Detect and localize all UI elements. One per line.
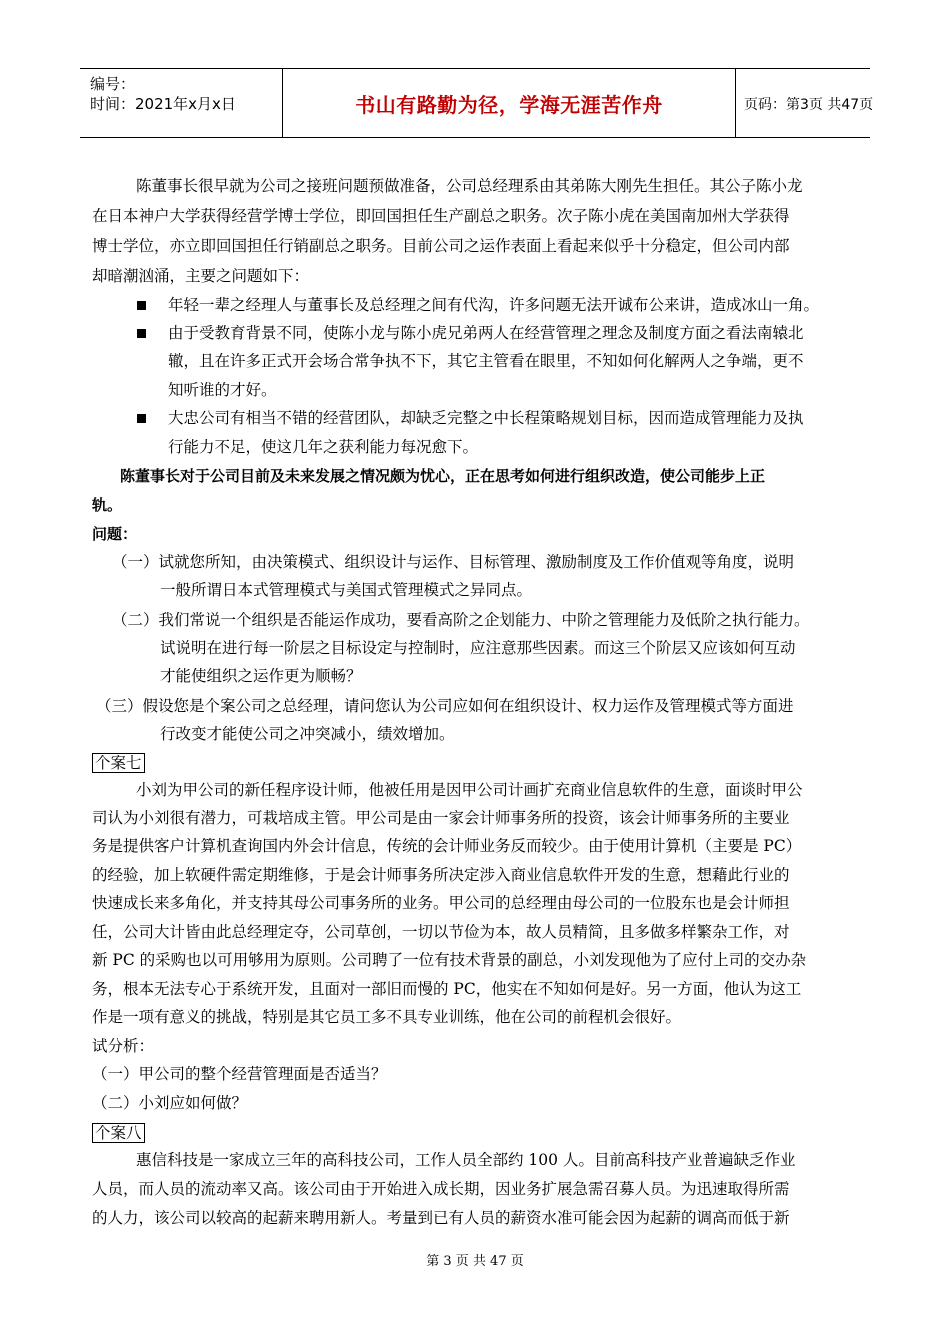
question-text: （一）试就您所知，由决策模式、组织设计与运作、目标管理、激励制度及工作价值观等角度，说明 xyxy=(112,553,795,571)
page-header xyxy=(80,68,874,138)
bullet-text: 由于受教育背景不同，使陈小龙与陈小虎兄弟两人在经营管理之理念及制度方面之看法南辕北 xyxy=(168,324,804,342)
case7-line: 小刘为甲公司的新任程序设计师，他被任用是因甲公司计画扩充商业信息软件的生意，面谈时甲公 xyxy=(136,781,803,799)
bullet-marker xyxy=(137,414,146,423)
case7-line: 司认为小刘很有潜力，可栽培成主管。甲公司是由一家会计师事务所的投资，该会计师事务所的主要业 xyxy=(92,809,790,827)
case7-line: 务是提供客户计算机查询国内外会计信息，传统的会计师业务反而较少。由于使用计算机（主要是 PC） xyxy=(92,837,802,855)
question-text: 一般所谓日本式管理模式与美国式管理模式之异同点。 xyxy=(160,581,533,599)
question-text: （三）假设您是个案公司之总经理，请问您认为公司应如何在组织设计、权力运作及管理模式等方面进 xyxy=(96,697,794,715)
bullet-marker xyxy=(137,329,146,338)
case7-title: 个案七 xyxy=(92,753,145,773)
document-number-label: 编号： xyxy=(90,75,136,93)
questions-title: 问题： xyxy=(92,525,138,543)
concern-line: 陈董事长对于公司目前及未来发展之情况颇为忧心，正在思考如何进行组织改造，使公司能步上正 xyxy=(120,467,766,485)
bullet-marker xyxy=(137,301,146,310)
bullet-text: 知听谁的才好。 xyxy=(168,381,277,399)
case8-line: 惠信科技是一家成立三年的高科技公司，工作人员全部约 100 人。目前高科技产业普遍缺乏作业 xyxy=(136,1151,796,1169)
bullet-text: 辙，且在许多正式开会场合常争执不下，其它主管看在眼里，不知如何化解两人之争端，更不 xyxy=(168,352,804,370)
page-number-info: 页码：第3页 共47页 xyxy=(744,97,874,113)
case7-line: 新 PC 的采购也以可用够用为原则。公司聘了一位有技术背景的副总，小刘发现他为了应付上司的交办杂 xyxy=(92,951,807,969)
question-text: 才能使组织之运作更为顺畅？ xyxy=(160,667,362,685)
question-text: （二）我们常说一个组织是否能运作成功，要看高阶之企划能力、中阶之管理能力及低阶之执行能力。 xyxy=(112,611,810,629)
case7-line: 务，根本无法专心于系统开发，且面对一部旧而慢的 PC，他实在不知如何是好。另一方面，他认为这工 xyxy=(92,980,802,998)
case7-line: 快速成长来多角化，并支持其母公司事务所的业务。甲公司的总经理由母公司的一位股东也是会计师担 xyxy=(92,894,790,912)
case8-title: 个案八 xyxy=(92,1123,145,1143)
case8-line: 人员，而人员的流动率又高。该公司由于开始进入成长期，因业务扩展急需召募人员。为迅速取得所需 xyxy=(92,1180,790,1198)
analysis-question: （一）甲公司的整个经营管理面是否适当？ xyxy=(92,1065,387,1083)
intro-line: 陈董事长很早就为公司之接班问题预做准备，公司总经理系由其弟陈大刚先生担任。其公子陈小龙 xyxy=(136,177,803,195)
bullet-text: 行能力不足，使这几年之获利能力每况愈下。 xyxy=(168,438,479,456)
intro-line: 却暗潮汹涌，主要之问题如下： xyxy=(92,267,310,285)
case7-line: 的经验，加上软硬件需定期维修，于是会计师事务所决定涉入商业信息软件开发的生意，想藉此行业的 xyxy=(92,866,790,884)
case7-line: 任，公司大计皆由此总经理定夺，公司草创，一切以节俭为本，故人员精简，且多做多样繁杂工作，对 xyxy=(92,923,790,941)
page-footer: 第 3 页 共 47 页 xyxy=(426,1254,524,1269)
header-right xyxy=(736,69,874,137)
case8-line: 的人力，该公司以较高的起薪来聘用新人。考量到已有人员的薪资水准可能会因为起薪的调高而低于新 xyxy=(92,1209,790,1227)
case7-line: 作是一项有意义的挑战，特别是其它员工多不具专业训练，他在公司的前程机会很好。 xyxy=(92,1008,682,1026)
document-date-label: 时间：2021年x月x日 xyxy=(90,95,236,113)
intro-line: 在日本神户大学获得经营学博士学位，即回国担任生产副总之职务。次子陈小虎在美国南加州大学获得 xyxy=(92,207,790,225)
case-title xyxy=(92,1123,145,1143)
analysis-question: （二）小刘应如何做？ xyxy=(92,1094,248,1112)
question-text: 试说明在进行每一阶层之目标设定与控制时，应注意那些因素。而这三个阶层又应该如何互动 xyxy=(160,639,796,657)
bullet-text: 大忠公司有相当不错的经营团队，却缺乏完整之中长程策略规划目标，因而造成管理能力及执 xyxy=(168,409,804,427)
header-left xyxy=(80,69,280,137)
intro-line: 博士学位，亦立即回国担任行销副总之职务。目前公司之运作表面上看起来似乎十分稳定，但公司内部 xyxy=(92,237,790,255)
header-motto: 书山有路勤为径，学海无涯苦作舟 xyxy=(355,93,663,117)
concern-line: 轨。 xyxy=(92,496,123,514)
bullet-text: 年轻一辈之经理人与董事长及总经理之间有代沟，许多问题无法开诚布公来讲，造成冰山一角。 xyxy=(168,296,820,314)
analysis-title: 试分析： xyxy=(92,1037,155,1055)
question-text: 行改变才能使公司之冲突减小，绩效增加。 xyxy=(160,725,455,743)
case-title xyxy=(92,753,145,773)
header-middle xyxy=(282,69,736,137)
